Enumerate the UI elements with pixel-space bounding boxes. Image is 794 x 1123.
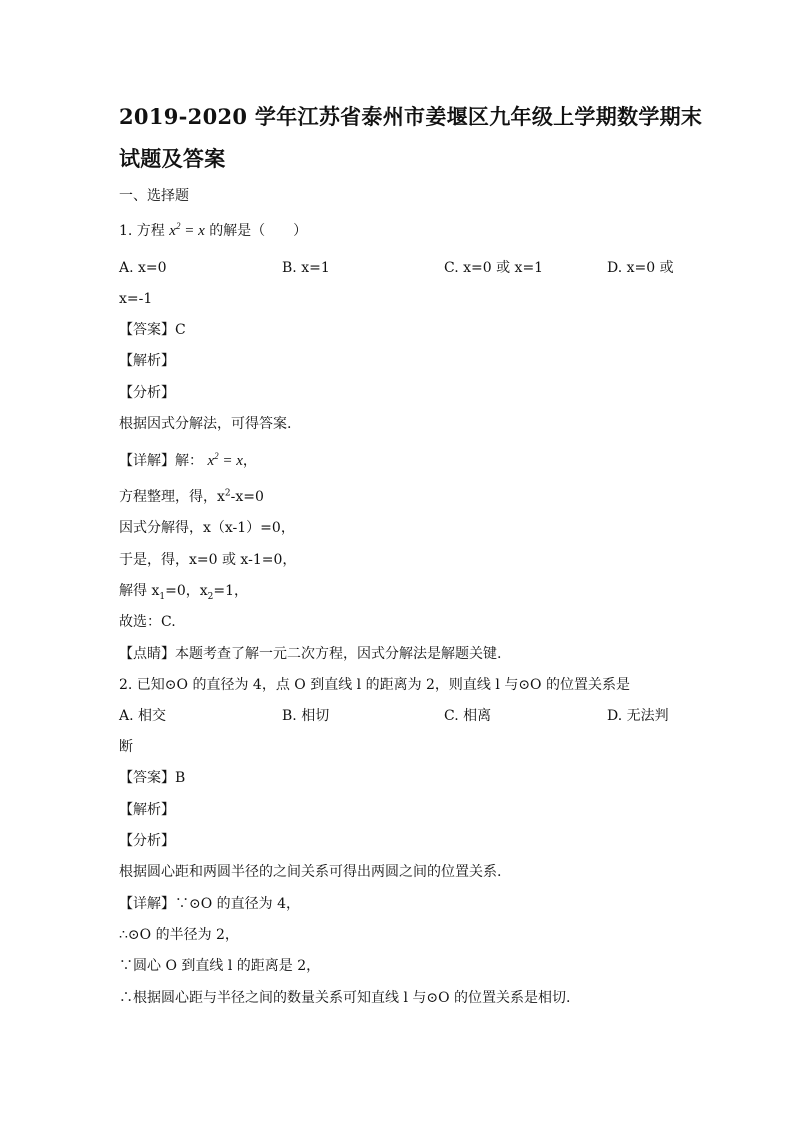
step-4-sub-1: 1	[159, 591, 166, 602]
question-1-step-4	[119, 582, 248, 600]
question-1-fenxi-heading: 【分析】	[119, 385, 175, 401]
question-2-option-b: B. 相切	[282, 708, 330, 724]
question-1-fenxi-text: 根据因式分解法，可得答案.	[119, 416, 292, 432]
step-4-text: 解得 x	[119, 583, 160, 599]
question-2-option-c: C. 相离	[444, 708, 492, 724]
detail-eq-lhs: x	[207, 453, 215, 469]
step-4-tail: =1，	[213, 583, 249, 599]
question-1-step-3: 于是，得，x=0 或 x-1=0，	[119, 552, 297, 568]
step-1-tail: -x=0	[230, 489, 264, 505]
detail-equation	[207, 453, 242, 469]
question-2-detail-2: ∴⊙O 的半径为 2，	[119, 927, 239, 943]
step-1-exponent: 2	[224, 488, 231, 499]
question-1-step-1	[119, 488, 264, 506]
question-2-option-d-wrap: 断	[119, 739, 133, 755]
question-2-fenxi-heading: 【分析】	[119, 833, 175, 849]
question-1-option-b: B. x=1	[282, 260, 330, 276]
eq-sign: =	[180, 223, 199, 239]
detail-suffix: ，	[242, 453, 257, 469]
detail-eq-rhs: x	[236, 453, 243, 469]
question-2-fenxi-text: 根据圆心距和两圆半径的之间关系可得出两圆之间的位置关系.	[119, 864, 502, 880]
question-1-comment: 【点睛】本题考查了解一元二次方程，因式分解法是解题关键.	[119, 646, 502, 662]
document-title-line-1: 2019-2020 学年江苏省泰州市姜堰区九年级上学期数学期末	[119, 104, 703, 129]
question-2-option-d: D. 无法判	[607, 708, 669, 724]
step-4-sub-2: 2	[207, 591, 214, 602]
detail-eq-exponent: 2	[214, 451, 219, 461]
step-4-mid: =0，x	[165, 583, 208, 599]
question-2-detail-1: 【详解】∵⊙O 的直径为 4，	[119, 896, 301, 912]
document-title-line-2: 试题及答案	[119, 146, 226, 171]
question-1-detail	[119, 452, 257, 470]
question-1-answer: 【答案】C	[119, 322, 186, 338]
question-1-step-2: 因式分解得，x（x-1）=0，	[119, 520, 295, 536]
question-2-analysis-heading: 【解析】	[119, 802, 175, 818]
step-1-text: 方程整理，得，x	[119, 489, 225, 505]
section-heading: 一、选择题	[119, 188, 189, 204]
detail-prefix: 【详解】解：	[119, 453, 203, 469]
eq-rhs: x	[198, 223, 205, 239]
question-1-equation	[169, 223, 204, 239]
question-1-stem	[119, 222, 307, 240]
question-2-detail-4: ∴根据圆心距与半径之间的数量关系可知直线 l 与⊙O 的位置关系是相切.	[119, 990, 571, 1006]
question-1-prefix: 1. 方程	[119, 223, 165, 239]
eq-exponent: 2	[175, 221, 181, 231]
question-2-option-a: A. 相交	[119, 708, 167, 724]
question-1-option-d: D. x=0 或	[607, 260, 674, 276]
question-2-detail-3: ∵圆心 O 到直线 l 的距离是 2，	[119, 958, 321, 974]
question-2-stem: 2. 已知⊙O 的直径为 4，点 O 到直线 l 的距离为 2，则直线 l 与⊙O 的位置关系是	[119, 677, 630, 693]
question-1-suffix: 的解是（ ）	[209, 223, 308, 239]
question-1-analysis-heading: 【解析】	[119, 353, 175, 369]
question-2-answer: 【答案】B	[119, 770, 186, 786]
eq-lhs: x	[169, 223, 176, 239]
detail-eq-sign: =	[218, 453, 237, 469]
question-1-step-5: 故选：C.	[119, 614, 176, 630]
question-1-option-d-wrap: x=-1	[119, 291, 153, 307]
question-1-option-a: A. x=0	[119, 260, 167, 276]
question-1-option-c: C. x=0 或 x=1	[444, 260, 544, 276]
